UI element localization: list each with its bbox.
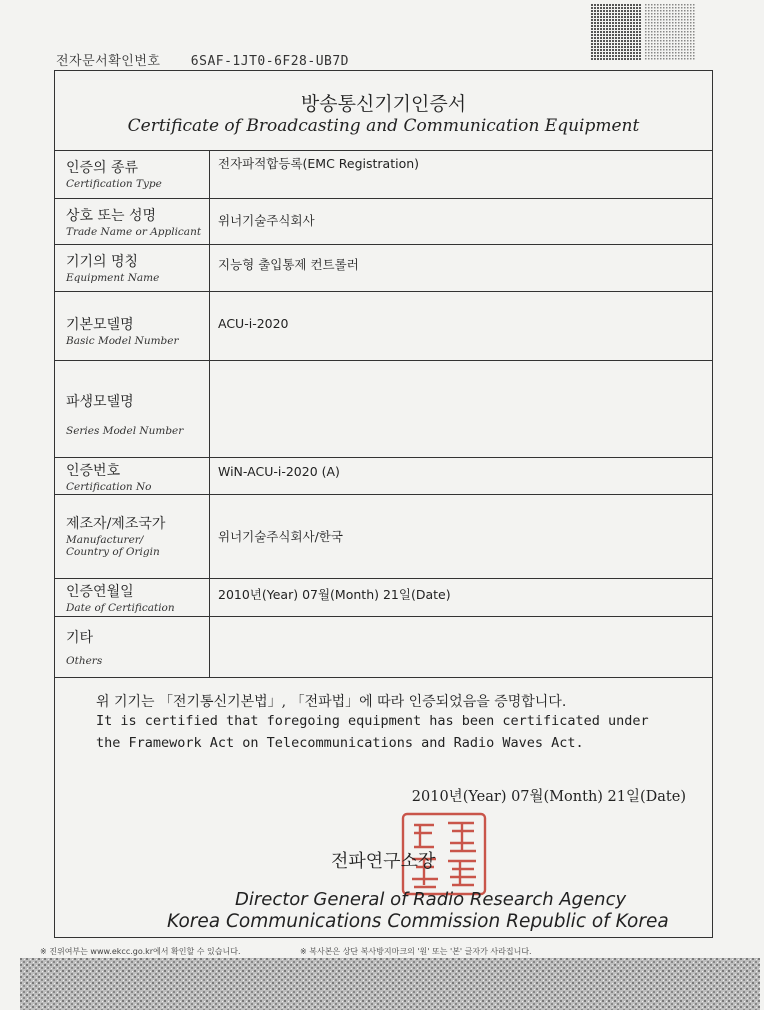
certificate-table — [55, 150, 712, 678]
label-basic-model: 기본모델명 — [66, 317, 134, 333]
label-trade-name: 상호 또는 성명 — [66, 208, 157, 224]
row-certification-no — [55, 458, 712, 495]
label-series-model-en: Series Model Number — [66, 425, 184, 437]
issue-date: 2010년(Year) 07월(Month) 21일(Date) — [411, 789, 686, 805]
signatory-korean: 전파연구소장 — [331, 851, 436, 872]
copy-protection-mark — [591, 4, 695, 60]
value-certification-date: 2010년(Year) 07월(Month) 21일(Date) — [218, 587, 451, 602]
document-number-label: 전자문서확인번호 — [56, 54, 161, 69]
row-others — [55, 617, 712, 678]
row-certification-type — [55, 151, 712, 199]
certification-statement-english-line1: It is certified that foregoing equipment has been certificated under — [96, 713, 649, 729]
value-trade-name: 위너기술주식회사 — [218, 213, 315, 228]
label-manufacturer: 제조자/제조국가 — [66, 516, 166, 532]
row-certification-date — [55, 579, 712, 617]
label-country-origin-en: Country of Origin — [66, 546, 160, 558]
signatory-english-line1: Director General of Radio Research Agency — [235, 889, 627, 910]
value-certification-no: WiN-ACU-i-2020 (A) — [218, 464, 340, 479]
label-certification-date-en: Date of Certification — [66, 602, 175, 614]
label-trade-name-en: Trade Name or Applicant — [66, 226, 202, 238]
label-equipment-name: 기기의 명칭 — [66, 254, 139, 270]
certification-statement-english-line2: the Framework Act on Telecommunications and Radio Waves Act. — [96, 735, 584, 751]
label-series-model: 파생모델명 — [66, 394, 134, 410]
row-equipment-name — [55, 245, 712, 292]
certification-statement-korean: 위 기기는 「전기통신기본법」, 「전파법」에 따라 인증되었음을 증명합니다. — [96, 694, 567, 710]
row-manufacturer — [55, 495, 712, 579]
value-manufacturer: 위너기술주식회사/한국 — [218, 529, 343, 544]
value-certification-type: 전자파적합등록(EMC Registration) — [218, 156, 420, 171]
row-trade-name — [55, 199, 712, 245]
certificate-title-korean: 방송통신기기인증서 — [300, 93, 467, 115]
label-certification-type-en: Certification Type — [66, 178, 162, 190]
anti-copy-pattern — [20, 958, 760, 1010]
footer-note-verification: ※ 진위여부는 www.ekcc.go.kr에서 확인할 수 있습니다. — [40, 947, 241, 956]
document-number — [56, 50, 349, 69]
label-certification-type: 인증의 종류 — [66, 160, 139, 176]
label-certification-no-en: Certification No — [66, 481, 152, 493]
label-certification-no: 인증번호 — [66, 463, 121, 479]
certificate-title-english: Certificate of Broadcasting and Communication Equipment — [127, 116, 640, 136]
signatory-english-line2: Korea Communications Commission Republic of Korea — [167, 911, 669, 932]
row-series-model — [55, 361, 712, 458]
row-basic-model — [55, 292, 712, 361]
label-certification-date: 인증연월일 — [66, 584, 134, 600]
certificate-frame — [54, 70, 713, 938]
label-others: 기타 — [66, 630, 94, 646]
value-basic-model: ACU-i-2020 — [218, 316, 289, 331]
label-equipment-name-en: Equipment Name — [66, 272, 160, 284]
label-basic-model-en: Basic Model Number — [66, 335, 179, 347]
document-number-value: 6SAF-1JT0-6F28-UB7D — [190, 54, 350, 69]
value-series-model — [210, 361, 712, 457]
value-others — [210, 617, 712, 677]
label-others-en: Others — [66, 655, 103, 667]
value-equipment-name: 지능형 출입통제 컨트롤러 — [218, 257, 359, 272]
label-manufacturer-en: Manufacturer/ — [66, 534, 144, 546]
footer-note-copy: ※ 복사본은 상단 복사방지마크의 '원' 또는 '본' 글자가 사라집니다. — [300, 947, 532, 956]
